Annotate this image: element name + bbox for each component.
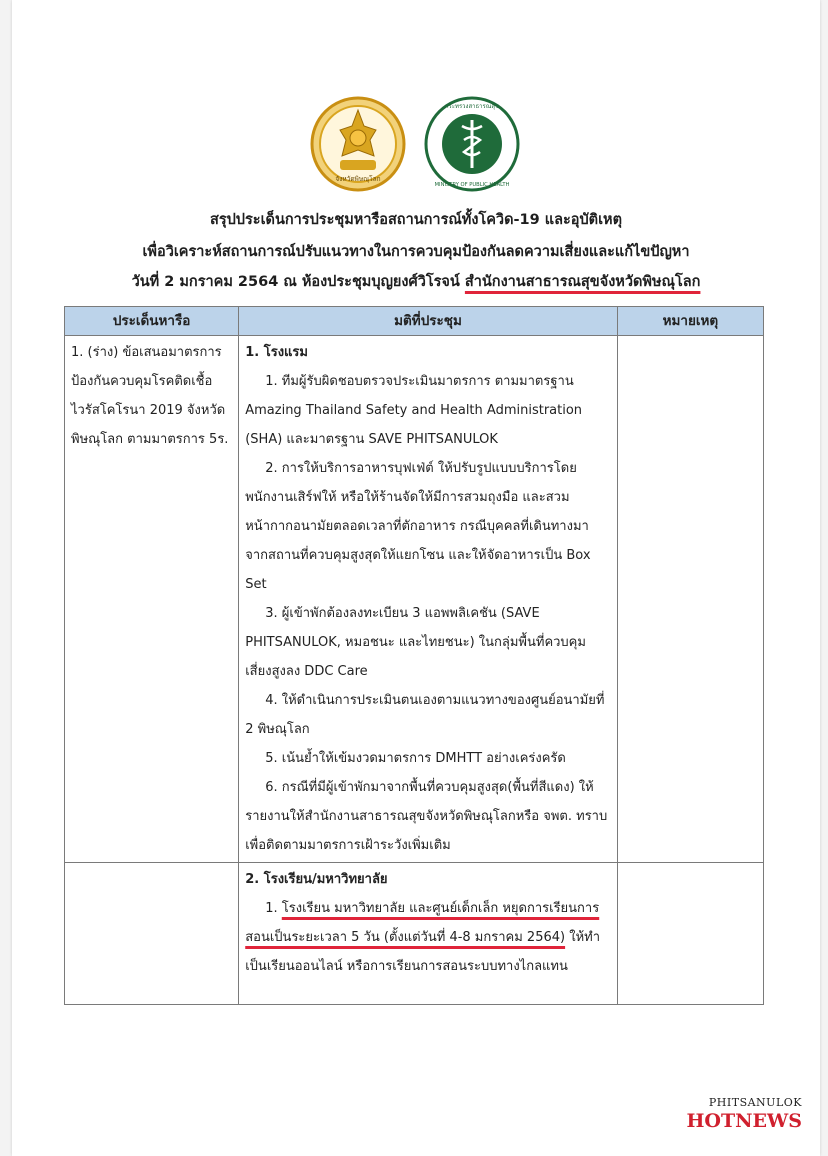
table-row (65, 336, 764, 863)
table-header-row (65, 307, 764, 336)
row1-item-6: 6. กรณีที่มีผู้เข้าพักมาจากพื้นที่ควบคุมสูงสุด(พื้นที่สีแดง) ให้รายงานให้สำนักงานสาธารณสุขจังหวัดพิษณุโลกหรือ จพต. ทราบ เพื่อติดตามมาตรการเฝ้าระวังเพิ่มเติม (245, 780, 608, 853)
row2-item-number: 1. (265, 901, 282, 916)
ministry-public-health-seal-icon (424, 96, 520, 192)
table-row (65, 863, 764, 1005)
minutes-table (64, 306, 764, 1005)
row2-item-rest: ให้ทำเป็นเรียนออนไลน์ หรือการเรียนการสอนระบบทางไกลแทน (245, 930, 601, 974)
title-office-highlight: สำนักงานสาธารณสุขจังหวัดพิษณุโลก (464, 274, 701, 290)
row1-resolution (239, 336, 618, 863)
row1-topic: 1. (ร่าง) ข้อเสนอมาตรการป้องกันควบคุมโรคติดเชื้อไวรัสโคโรนา 2019 จังหวัดพิษณุโลก ตามมาตรการ 5ร. (65, 336, 239, 863)
title-date-venue: วันที่ 2 มกราคม 2564 ณ ห้องประชุมบุญยงศ์วิโรจน์ (131, 274, 465, 290)
row2-topic (65, 863, 239, 1005)
row2-resolution (239, 863, 618, 1005)
row1-item-2: 2. การให้บริการอาหารบุฟเฟ่ต์ ให้ปรับรูปแบบบริการโดยพนักงานเสิร์ฟให้ หรือให้ร้านจัดให้มีการสวมถุงมือ และสวมหน้ากากอนามัยตลอดเวลาที่ตักอาหาร กรณีบุคคลที่เดินทางมาจากสถานที่ควบคุมสูงสุดให้แยกโซน และให้จัดอาหารเป็น Box Set (245, 461, 591, 592)
row2-item-1 (245, 894, 611, 981)
title-line-1: สรุปประเด็นการประชุมหารือสถานการณ์ทั้งโควิด-19 และอุบัติเหตุ (209, 212, 623, 228)
row1-item-5: 5. เน้นย้ำให้เข้มงวดมาตรการ DMHTT อย่างเคร่งครัด (265, 751, 566, 766)
header-remarks: หมายเหตุ (617, 307, 763, 336)
row2-section-title: 2. โรงเรียน/มหาวิทยาลัย (245, 872, 388, 887)
row1-item-1: 1. ทีมผู้รับผิดชอบตรวจประเมินมาตรการ ตามมาตรฐาน Amazing Thailand Safety and Health Administration (SHA) และมาตรฐาน SAVE PHITSANULOK (245, 374, 583, 447)
row1-item-3: 3. ผู้เข้าพักต้องลงทะเบียน 3 แอพพลิเคชัน (SAVE PHITSANULOK, หมอชนะ และไทยชนะ) ในกลุ่มพื้นที่ควบคุมเสี่ยงสูงลง DDC Care (245, 606, 586, 679)
header-resolution: มติที่ประชุม (239, 307, 618, 336)
left-seal-caption: จังหวัดพิษณุโลก (335, 175, 381, 183)
row1-section-title: 1. โรงแรม (245, 345, 308, 360)
logo-row (12, 96, 820, 196)
title-line-2: เพื่อวิเคราะห์สถานการณ์ปรับแนวทางในการควบคุมป้องกันลดความเสี่ยงและแก้ไขปัญหา (142, 244, 690, 260)
watermark-top-text: PHITSANULOK (708, 1096, 802, 1109)
row2-item-highlight: โรงเรียน มหาวิทยาลัย และศูนย์เด็กเล็ก หยุดการเรียนการสอนเป็นระยะเวลา 5 วัน (ตั้งแต่วันที่ 4-8 มกราคม 2564) (245, 901, 600, 945)
right-seal-caption-bottom: MINISTRY OF PUBLIC HEALTH (434, 182, 510, 188)
title-line-3 (12, 270, 820, 293)
row1-note (617, 336, 763, 863)
phitsanulok-province-seal-icon (310, 96, 406, 192)
row1-item-4: 4. ให้ดำเนินการประเมินตนเองตามแนวทางของศูนย์อนามัยที่ 2 พิษณุโลก (245, 693, 605, 737)
watermark-bottom-text: HOTNEWS (686, 1110, 802, 1132)
right-seal-caption-top: กระทรวงสาธารณสุข (444, 103, 500, 110)
row2-note (617, 863, 763, 1005)
document-page (12, 0, 820, 1156)
header-topic: ประเด็นหารือ (65, 307, 239, 336)
watermark-logo (686, 1096, 802, 1132)
